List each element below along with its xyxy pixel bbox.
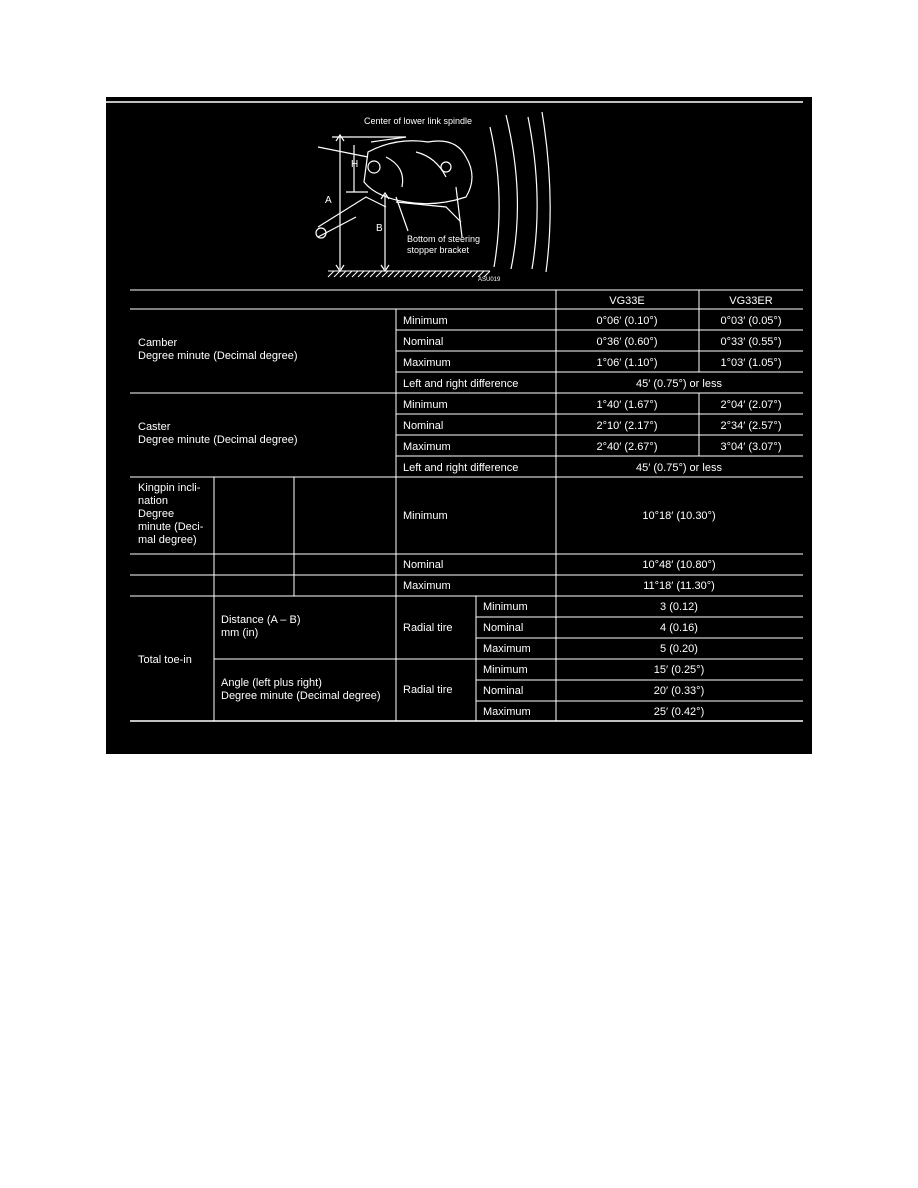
service-spec-panel [106, 97, 812, 754]
camber-minimum-vg33e: 0°06′ (0.10°) [596, 315, 658, 327]
caster-minimum-vg33er: 2°04′ (2.07°) [720, 399, 782, 411]
toe-angle-nominal-label: Nominal [483, 685, 524, 697]
kingpin-label-line3: Degree [138, 508, 175, 520]
callout-lower-link-spindle: Center of lower link spindle [364, 116, 473, 126]
caster-maximum-label: Maximum [403, 441, 451, 453]
kingpin-label-line2: nation [138, 495, 168, 507]
column-header-vg33er: VG33ER [729, 295, 773, 307]
toe-in-label: Total toe-in [138, 654, 192, 666]
toe-distance-maximum-label: Maximum [483, 643, 531, 655]
kingpin-minimum-label: Minimum [403, 510, 448, 522]
toe-distance-unit: mm (in) [221, 627, 259, 639]
camber-maximum-vg33er: 1°03′ (1.05°) [720, 357, 782, 369]
toe-distance-maximum-value: 5 (0.20) [660, 643, 698, 655]
caster-maximum-vg33e: 2°40′ (2.67°) [596, 441, 658, 453]
caster-nominal-vg33er: 2°34′ (2.57°) [720, 420, 782, 432]
camber-minimum-vg33er: 0°03′ (0.05°) [720, 315, 782, 327]
alignment-spec-table [106, 97, 812, 754]
caster-nominal-label: Nominal [403, 420, 444, 432]
figure-code: ASU019 [478, 277, 501, 283]
toe-angle-maximum-label: Maximum [483, 706, 531, 718]
camber-label: Camber [138, 337, 178, 349]
toe-angle-minimum-label: Minimum [483, 664, 528, 676]
kingpin-label-line1: Kingpin incli- [138, 482, 201, 494]
kingpin-label-line5: mal degree) [138, 534, 197, 546]
caster-maximum-vg33er: 3°04′ (3.07°) [720, 441, 782, 453]
camber-difference-label: Left and right difference [403, 378, 519, 390]
dimension-h-label: H [351, 159, 359, 170]
callout-stopper-bracket-line1: Bottom of steering [407, 234, 481, 244]
camber-minimum-label: Minimum [403, 315, 448, 327]
caster-minimum-label: Minimum [403, 399, 448, 411]
camber-nominal-vg33er: 0°33′ (0.55°) [720, 336, 782, 348]
kingpin-maximum-value: 11°18′ (11.30°) [643, 580, 715, 592]
kingpin-nominal-label: Nominal [403, 559, 444, 571]
toe-angle-minimum-value: 15′ (0.25°) [653, 664, 705, 676]
kingpin-minimum-value: 10°18′ (10.30°) [642, 510, 716, 522]
camber-maximum-label: Maximum [403, 357, 451, 369]
column-header-vg33e: VG33E [609, 295, 645, 307]
toe-distance-minimum-value: 3 (0.12) [660, 601, 698, 613]
dimension-b-label: B [376, 223, 383, 234]
toe-angle-tire: Radial tire [403, 684, 453, 696]
camber-difference-value: 45′ (0.75°) or less [636, 378, 722, 390]
camber-nominal-label: Nominal [403, 336, 444, 348]
camber-nominal-vg33e: 0°36′ (0.60°) [596, 336, 658, 348]
toe-angle-unit: Degree minute (Decimal degree) [221, 690, 381, 702]
toe-angle-maximum-value: 25′ (0.42°) [653, 706, 705, 718]
toe-distance-nominal-value: 4 (0.16) [660, 622, 698, 634]
toe-angle-label: Angle (left plus right) [221, 677, 322, 689]
callout-stopper-bracket-line2: stopper bracket [407, 245, 470, 255]
caster-difference-label: Left and right difference [403, 462, 519, 474]
kingpin-nominal-value: 10°48′ (10.80°) [642, 559, 716, 571]
toe-angle-nominal-value: 20′ (0.33°) [653, 685, 705, 697]
caster-difference-value: 45′ (0.75°) or less [636, 462, 722, 474]
toe-distance-label: Distance (A – B) [221, 614, 301, 626]
caster-label: Caster [138, 421, 171, 433]
caster-nominal-vg33e: 2°10′ (2.17°) [596, 420, 658, 432]
toe-distance-tire: Radial tire [403, 622, 453, 634]
dimension-a-label: A [325, 195, 332, 206]
toe-distance-nominal-label: Nominal [483, 622, 524, 634]
camber-unit: Degree minute (Decimal degree) [138, 350, 298, 362]
toe-distance-minimum-label: Minimum [483, 601, 528, 613]
camber-maximum-vg33e: 1°06′ (1.10°) [596, 357, 658, 369]
kingpin-maximum-label: Maximum [403, 580, 451, 592]
caster-unit: Degree minute (Decimal degree) [138, 434, 298, 446]
caster-minimum-vg33e: 1°40′ (1.67°) [596, 399, 658, 411]
kingpin-label-line4: minute (Deci- [138, 521, 204, 533]
